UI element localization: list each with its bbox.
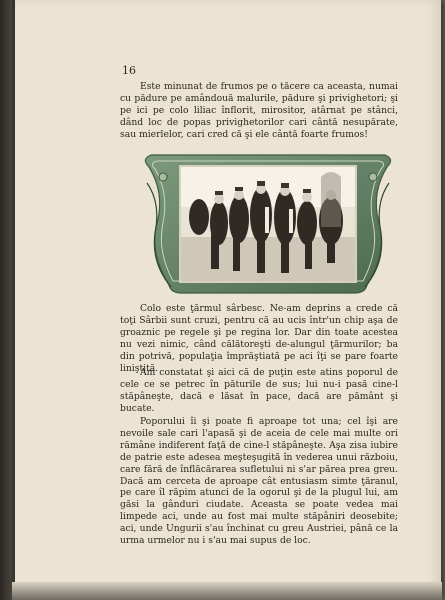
figure-photo — [141, 153, 395, 295]
paragraph-2: Colo este ţărmul sârbesc. Ne-am deprins a crede că toţi Sârbii sunt cruzi, pentru că au ucis într'un chip aşa de groaznic pe regele şi pe regina lor. Dar din toate acestea nu vezi nimic, când călătoreşti de-alungul ţărmurilor; ba din potrivă, populaţia împrăştiată pe aci îţi se pare foarte liniştită. — [120, 303, 398, 374]
photo-group-of-officers — [179, 165, 357, 283]
page-number: 16 — [122, 64, 136, 77]
paragraph-3: Am constatat şi aici că de puţin este atins poporul de cele ce se petrec în păturile de sus; lui nu-i pasă cine-l stăpâneşte, dacă e lăsat în pace, dacă are pământ şi bucate. — [120, 367, 398, 414]
page-edge — [12, 582, 442, 600]
paragraph-4: Poporului îi şi poate fi aproape tot una; cel îşi are nevoile sale cari l'apasă şi de aceia de cele mai multe ori rămâne indiferent faţă de cine-l stăpâneşte. Aşa zisa iubire de patrie este adesea meşteşugită în vederea unui războiu, care fără de înflăcărarea sufletului ni s'ar părea prea greu. Dacă am cerceta de aproape cât entusiasm simte ţăranul, pe care îl răpim atunci de la ogorul şi de la plugul lui, am găsi la gânduri ciudate. Aceasta se poate vedea mai limpede aci, unde au fost mai multe stăpâniri deosebite; aci, unde Ungurii s'au închinat cu greu Austriei, până ce la urma urmelor nu i s'au mai supus de loc. — [120, 416, 398, 547]
paragraph-1: Este minunat de frumos pe o tăcere ca aceasta, numai cu pădure pe amândouă malurile, pădure şi privighetori; şi pe ici pe colo liliac înflorit, mirositor, atârnat pe stânci, dând loc de popas privighetorilor cari cântă nesupărate, sau mierlelor, cari cred că şi ele cântă foarte frumos! — [120, 81, 398, 140]
photograph-icon — [181, 167, 355, 281]
